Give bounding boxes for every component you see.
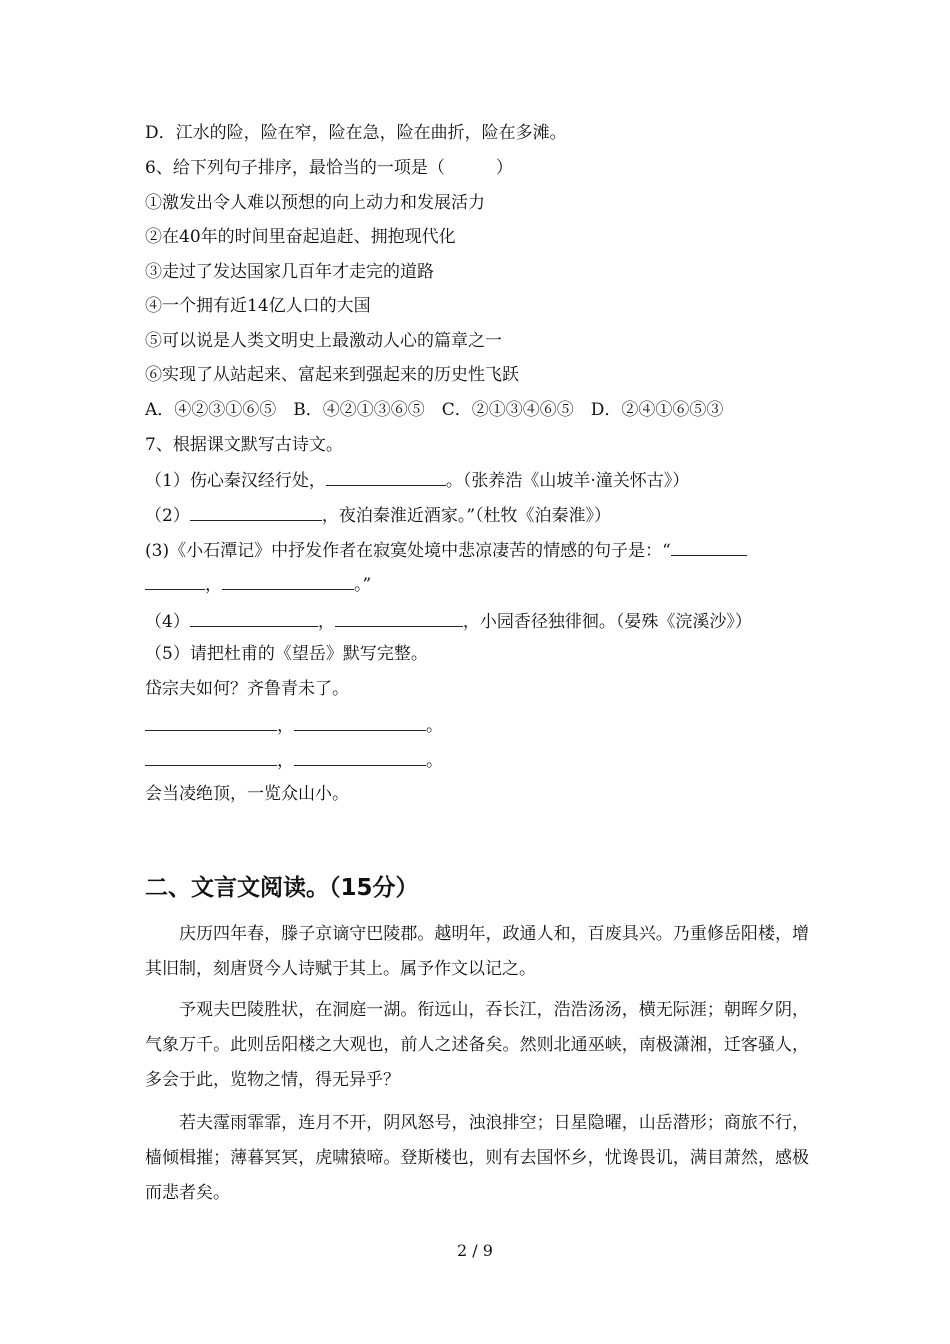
q7-3-comma: ，: [205, 575, 222, 595]
q7-3-line: [145, 537, 747, 563]
passage-paragraph-3: 若夫霪雨霏霏，连月不开，阴风怒号，浊浪排空；日星隐曜，山岳潜形；商旅不行，樯倾楫摧；薄暮冥冥，虎啸猿啼。登斯楼也，则有去国怀乡，忧谗畏讥，满目萧然，感极而悲者矣。: [145, 1113, 809, 1203]
answer-blank[interactable]: [326, 467, 446, 486]
section-heading: 二、文言文阅读。（15分）: [145, 875, 419, 901]
q7-4-line: [145, 608, 752, 634]
q7-5-comma: ，: [277, 751, 294, 771]
q7-1-prefix: （1）伤心秦汉经行处，: [145, 471, 326, 491]
q7-1-line: [145, 467, 689, 493]
answer-blank[interactable]: [335, 608, 463, 627]
q7-2-prefix: （2）: [145, 506, 190, 526]
q7-5-period: 。: [426, 751, 443, 771]
q7-3-text: (3)《小石潭记》中抒发作者在寂寞处境中悲凉凄苦的情感的句子是：“: [145, 541, 671, 561]
passage-paragraph-1: 庆历四年春，滕子京谪守巴陵郡。越明年，政通人和，百废具兴。乃重修岳阳楼，增其旧制，刻唐贤今人诗赋于其上。属予作文以记之。: [145, 924, 809, 979]
q7-5-period: 。: [426, 716, 443, 736]
answer-blank[interactable]: [190, 608, 318, 627]
q7-5-comma: ，: [277, 716, 294, 736]
q7-stem: 7、根据课文默写古诗文。: [145, 435, 343, 455]
answer-blank[interactable]: [671, 537, 747, 556]
q6-item-4: ④一个拥有近14亿人口的大国: [145, 296, 371, 316]
answer-blank[interactable]: [190, 502, 322, 521]
q6-item-2: ②在40年的时间里奋起追赶、拥抱现代化: [145, 227, 456, 247]
answer-blank[interactable]: [145, 571, 205, 590]
q5-option-d: D．江水的险，险在窄，险在急，险在曲折，险在多滩。: [145, 123, 567, 143]
answer-blank[interactable]: [294, 747, 426, 766]
q7-4-suffix: ，小园香径独徘徊。（晏殊《浣溪沙》）: [462, 612, 752, 632]
q7-2-line: [145, 502, 611, 528]
q6-item-3: ③走过了发达国家几百年才走完的道路: [145, 262, 434, 282]
q7-3-end: 。”: [354, 575, 372, 595]
passage-paragraph-2: 予观夫巴陵胜状，在洞庭一湖。衔远山，吞长江，浩浩汤汤，横无际涯；朝晖夕阴，气象万千。此则岳阳楼之大观也，前人之述备矣。然则北通巫峡，南极潇湘，迁客骚人，多会于此，览物之情，得无异乎？: [145, 1000, 809, 1090]
q7-4-comma: ，: [317, 612, 335, 632]
answer-blank[interactable]: [222, 571, 354, 590]
q6-item-5: ⑤可以说是人类文明史上最激动人心的篇章之一: [145, 331, 502, 351]
q6-item-1: ①激发出令人难以预想的向上动力和发展活力: [145, 193, 485, 213]
q7-4-prefix: （4）: [145, 612, 190, 632]
q7-2-suffix: ，夜泊秦淮近酒家。”（杜牧《泊秦淮》）: [321, 506, 612, 526]
page-number: 2 / 9: [457, 1241, 493, 1260]
q7-1-suffix: 。（张养浩《山坡羊·潼关怀古》）: [445, 471, 690, 491]
q7-5-blank-line-1: [145, 712, 443, 738]
q7-5-first-line: 岱宗夫如何？齐鲁青未了。: [145, 679, 349, 699]
q7-3-line-2: [145, 571, 371, 597]
q7-5-last-line: 会当凌绝顶，一览众山小。: [145, 784, 349, 804]
q6-item-6: ⑥实现了从站起来、富起来到强起来的历史性飞跃: [145, 365, 519, 385]
answer-blank[interactable]: [294, 712, 426, 731]
q6-stem: 6、给下列句子排序，最恰当的一项是（ ）: [145, 158, 513, 178]
q7-5-stem: （5）请把杜甫的《望岳》默写完整。: [145, 644, 428, 664]
answer-blank[interactable]: [145, 712, 277, 731]
answer-blank[interactable]: [145, 747, 277, 766]
q7-5-blank-line-2: [145, 747, 443, 773]
q6-options: A．④②③①⑥⑤ B．④②①③⑥⑤ C．②①③④⑥⑤ D．②④①⑥⑤③: [145, 400, 724, 420]
